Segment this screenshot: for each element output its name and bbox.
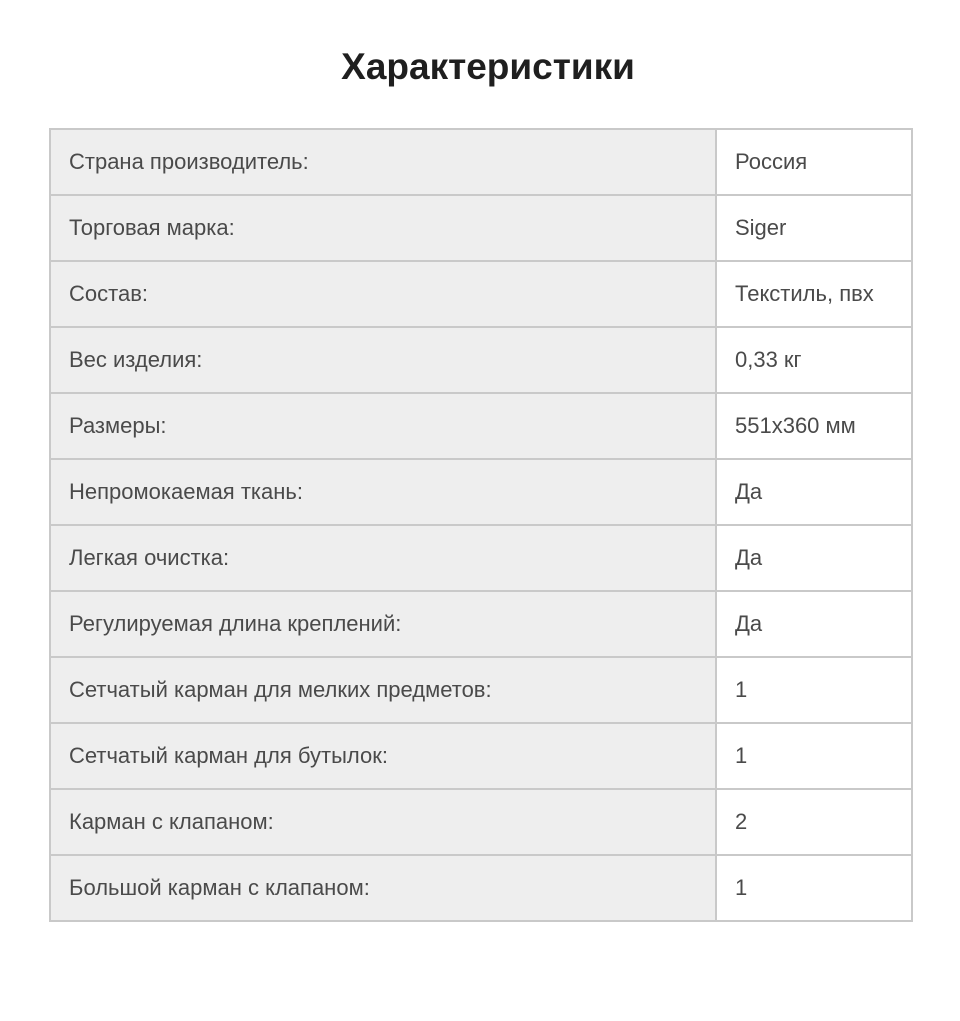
spec-value: Россия — [716, 129, 912, 195]
specs-table — [49, 128, 913, 922]
spec-value: Да — [716, 525, 912, 591]
spec-value: 551х360 мм — [716, 393, 912, 459]
spec-value: Siger — [716, 195, 912, 261]
spec-label: Легкая очистка: — [50, 525, 716, 591]
table-row — [50, 591, 912, 657]
table-row — [50, 855, 912, 921]
spec-label: Непромокаемая ткань: — [50, 459, 716, 525]
spec-label: Торговая марка: — [50, 195, 716, 261]
table-row — [50, 459, 912, 525]
page-title: Характеристики — [341, 46, 635, 87]
spec-value: 1 — [716, 657, 912, 723]
spec-value: 1 — [716, 855, 912, 921]
spec-value: 2 — [716, 789, 912, 855]
spec-value: Да — [716, 459, 912, 525]
spec-label: Сетчатый карман для мелких предметов: — [50, 657, 716, 723]
specs-table-body — [50, 129, 912, 921]
spec-label: Сетчатый карман для бутылок: — [50, 723, 716, 789]
spec-value: 0,33 кг — [716, 327, 912, 393]
table-row — [50, 525, 912, 591]
spec-label: Размеры: — [50, 393, 716, 459]
spec-label: Страна производитель: — [50, 129, 716, 195]
spec-label: Большой карман с клапаном: — [50, 855, 716, 921]
table-row — [50, 789, 912, 855]
table-row — [50, 261, 912, 327]
table-row — [50, 723, 912, 789]
spec-label: Вес изделия: — [50, 327, 716, 393]
spec-label: Состав: — [50, 261, 716, 327]
table-row — [50, 129, 912, 195]
table-row — [50, 327, 912, 393]
spec-value: Да — [716, 591, 912, 657]
table-row — [50, 657, 912, 723]
spec-label: Регулируемая длина креплений: — [50, 591, 716, 657]
spec-value: Текстиль, пвх — [716, 261, 912, 327]
spec-value: 1 — [716, 723, 912, 789]
table-row — [50, 195, 912, 261]
spec-label: Карман с клапаном: — [50, 789, 716, 855]
table-row — [50, 393, 912, 459]
